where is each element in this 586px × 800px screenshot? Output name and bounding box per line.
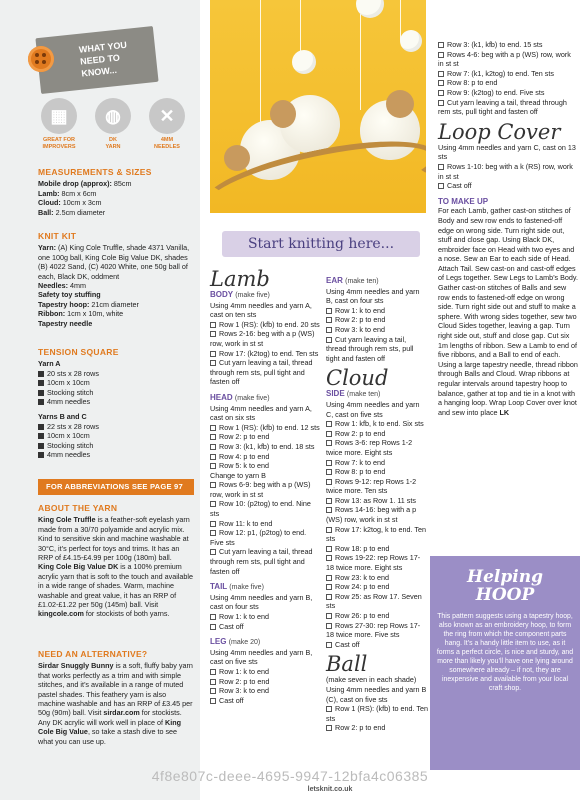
kingcole-link: kingcole.com bbox=[38, 609, 84, 619]
about-yarn-heading: ABOUT THE YARN bbox=[38, 503, 118, 513]
checkbox[interactable] bbox=[326, 594, 332, 600]
checkbox[interactable] bbox=[210, 360, 216, 366]
yarn-ball-icon: ◍ bbox=[95, 98, 131, 134]
checkbox[interactable] bbox=[326, 431, 332, 437]
checkbox[interactable] bbox=[210, 530, 216, 536]
what-you-need-badge bbox=[38, 32, 156, 88]
checkbox[interactable] bbox=[438, 42, 444, 48]
checkbox[interactable] bbox=[210, 521, 216, 527]
checkbox[interactable] bbox=[326, 725, 332, 731]
checkbox[interactable] bbox=[210, 624, 216, 630]
measurements-heading: MEASUREMENTS & SIZES bbox=[38, 167, 152, 177]
skill-icons bbox=[38, 98, 188, 158]
checkbox[interactable] bbox=[326, 706, 332, 712]
alternative-section: NEED AN ALTERNATIVE? Sirdar Snuggly Bunny is a soft, fluffy baby yarn that works perfectly as a trim and with simple stitches, and it’s available in a range of muted pastel shades. This feathery yarn is also machine washable and has an RRP of £3.45 per 50g (90m) ball. Visit sirdar.com for stockists. Any DK acrylic will work well in place of King Cole Big Value, so take a stash dive to see what you can use up. bbox=[38, 649, 193, 746]
cloud-title: Cloud bbox=[326, 366, 389, 391]
ear-cloud-column: EAR (make ten) Using 4mm needles and yarn B, cast on four sts Row 1: k to end Row 2: p to end Row 3: k to end Cut yarn leaving a tail, thread through rem sts, pull tight and fasten off Cloud SIDE (make ten) Using 4mm needles and yarn C, cast on five sts Row 1: kfb, k to end. Six sts Row 2: p to end Rows 3-6: rep Rows 1-2 twice more. Eight sts Row 7: k to end Row 8: p to end Rows 9-12: rep Rows 1-2 twice more. Ten sts Row 13: as Row 1. 11 sts Rows 14-16: beg with a p (WS) row, work in st st Row 17: k2tog, k to end. Ten sts Row 18: p to end Rows 19-22: rep Rows 17-18 twice more. Eight sts Row 23: k to end Row 24: p to end Row 25: as Row 17. Seven sts Row 26: p to end Rows 27-30: rep Rows 17-18 twice more. Five sts Cast off Ball (make seven in each shade) Using 4mm needles and yarn B (C), cast on five sts Row 1 (RS): (kfb) to end. Ten sts Row 2: p to end bbox=[326, 276, 428, 733]
lamb-mobile-photo bbox=[210, 0, 426, 213]
checkbox[interactable] bbox=[326, 575, 332, 581]
checkbox[interactable] bbox=[326, 555, 332, 561]
checkbox[interactable] bbox=[326, 498, 332, 504]
checkbox[interactable] bbox=[210, 614, 216, 620]
checkbox[interactable] bbox=[438, 100, 444, 106]
measurements-section: MEASUREMENTS & SIZES Mobile drop (approx): 85cm Lamb: 8cm x 6cm Cloud: 10cm x 3cm Ball: 2.5cm diameter bbox=[38, 168, 194, 217]
checkbox[interactable] bbox=[326, 337, 332, 343]
checkbox[interactable] bbox=[210, 444, 216, 450]
checkbox[interactable] bbox=[210, 669, 216, 675]
yarn-icon-group: ◍ DK YARN bbox=[92, 98, 134, 151]
checkbox[interactable] bbox=[326, 613, 332, 619]
tension-heading: TENSION SQUARE bbox=[38, 347, 119, 357]
checkbox[interactable] bbox=[210, 322, 216, 328]
badge-text: WHAT YOU NEED TO KNOW... bbox=[78, 39, 128, 79]
checkbox[interactable] bbox=[438, 52, 444, 58]
checkbox[interactable] bbox=[210, 425, 216, 431]
checkbox[interactable] bbox=[326, 317, 332, 323]
checkbox[interactable] bbox=[438, 80, 444, 86]
checkbox[interactable] bbox=[438, 164, 444, 170]
helping-hoop-box: Helping HOOP This pattern suggests using a tapestry hoop, also known as an embroidery hoop, to form the ring from which the component parts hang. It’s a handy little item to use, as it forms a perfect circle, is nice and sturdy, and more than likely you’ll have one lying around somewhere already – if not, they are inexpensive and available from your local craft shop. bbox=[430, 556, 580, 770]
lamb-column: Lamb BODY (make five) Using 4mm needles and yarn A, cast on ten sts Row 1 (RS): (kfb) to end. 20 sts Rows 2-16: beg with a p (WS) row, work in st st Row 17: (k2tog) to end. Ten sts Cut yarn leaving a tail, thread through rem sts, pull tight and fasten off HEAD (make five) Using 4mm needles and yarn A, cast on six sts Row 1 (RS): (kfb) to end. 12 sts Row 2: p to end Row 3: (k1, kfb) to end. 18 sts Row 4: p to end Row 5: k to end Change to yarn B Rows 6-9: beg with a p (WS) row, work in st st Row 10: (p2tog) to end. Nine sts Row 11: k to end Row 12: p1, (p2tog) to end. Five sts Cut yarn leaving a tail, thread through rem sts, pull tight and fasten off TAIL (make five) Using 4mm needles and yarn B, cast on four sts Row 1: k to end Cast off LEG (make 20) Using 4mm needles and yarn B, cast on five sts Row 1: k to end Row 2: p to end Row 3: k to end Cast off bbox=[210, 267, 320, 705]
checkbox[interactable] bbox=[326, 527, 332, 533]
checkbox[interactable] bbox=[210, 688, 216, 694]
checkbox[interactable] bbox=[438, 183, 444, 189]
tension-section: TENSION SQUARE Yarn A 20 sts x 28 rows 10cm x 10cm Stocking stitch 4mm needles Yarns B and C 22 sts x 28 rows 10cm x 10cm Stocking stitch 4mm needles bbox=[38, 348, 194, 459]
start-knitting-banner: Start knitting here... bbox=[222, 228, 420, 260]
checkbox[interactable] bbox=[326, 546, 332, 552]
checkbox[interactable] bbox=[210, 463, 216, 469]
checkbox[interactable] bbox=[326, 584, 332, 590]
info-sidebar bbox=[0, 0, 200, 800]
about-yarn-section: ABOUT THE YARN King Cole Truffle is a feather-soft eyelash yarn made from a 30/70 polyamide and acrylic mix. Kind to sensitive skin and machine washable at 30°C, it’s perfect for toys and trims. It has an RRP of £4.15-£4.99 per 100g (180m) ball. King Cole Big Value DK is a 100% premium acrylic yarn that is soft to the touch and available in a wide range of shades. Warm, machine washable and great value, it has an RRP of £1.02-£1.22 per 50g (145m) ball. Visit kingcole.com for stockists of both yarns. bbox=[38, 503, 194, 619]
checkbox[interactable] bbox=[210, 679, 216, 685]
checkbox[interactable] bbox=[326, 421, 332, 427]
checkbox[interactable] bbox=[210, 434, 216, 440]
needles-icon: ✕ bbox=[149, 98, 185, 134]
checkbox[interactable] bbox=[326, 479, 332, 485]
make-up-heading: TO MAKE UP bbox=[438, 196, 489, 206]
site-link[interactable]: letsknit.co.uk bbox=[307, 786, 353, 793]
checkbox[interactable] bbox=[326, 308, 332, 314]
checkbox[interactable] bbox=[210, 482, 216, 488]
checkbox[interactable] bbox=[326, 440, 332, 446]
needles-icon-group: ✕ 4MM NEEDLES bbox=[146, 98, 188, 151]
abbreviations-bar: FOR ABBREVIATIONS SEE PAGE 97 bbox=[38, 479, 194, 495]
checkbox[interactable] bbox=[210, 454, 216, 460]
checkbox[interactable] bbox=[326, 460, 332, 466]
lamb-title: Lamb bbox=[210, 267, 270, 291]
ball-title: Ball bbox=[326, 652, 368, 677]
checkbox[interactable] bbox=[210, 351, 216, 357]
loop-cover-title: Loop Cover bbox=[438, 119, 561, 144]
checkbox[interactable] bbox=[438, 90, 444, 96]
checkbox[interactable] bbox=[326, 623, 332, 629]
checkbox[interactable] bbox=[438, 71, 444, 77]
checkbox[interactable] bbox=[210, 501, 216, 507]
knit-kit-heading: KNIT KIT bbox=[38, 231, 77, 241]
checkbox[interactable] bbox=[326, 507, 332, 513]
checkbox[interactable] bbox=[326, 327, 332, 333]
right-column: Row 3: (k1, kfb) to end. 15 sts Rows 4-6: beg with a p (WS) row, work in st st Row 7: (k1, k2tog) to end. Ten sts Row 8: p to end Row 9: (k2tog) to end. Five sts Cut yarn leaving a tail, thread through rem sts, pull tight and fasten off Loop Cover Using 4mm needles and yarn C, cast on 13 sts Rows 1-10: beg with a k (RS) row, work in st st Cast off TO MAKE UP For each Lamb, gather cast-on stitches of Body and sew row ends to fastened-off edge on wrong side. Turn right side out, stuff and close gap. Using Black DK, embroider face on Head with two eyes and a nose. Sew an Ear to each side of Head. Attach Tail. Sew cast-on and cast-off edges of Legs together. Sew Legs to Lamb’s Body. Gather cast-on stitches of Balls and sew row ends to fastened-off edge on wrong side. Turn right side out and stuff to make a sphere. With wrong sides together, sew two Cloud Sides together, leaving a gap. Turn right side out, stuff and close gap. Cut six 1m lengths of ribbon. Sew a Lamb to end of five ribbons, and a Ball to end of each. Using a large tapestry needle, thread ribbon through Balls and Cloud. Wrap ribbons at regular intervals around tapestry hoop to balance, gather at top and tie in a knot with a hanging loop. Wrap Loop Cover over knot and sew into place LK bbox=[438, 40, 578, 417]
sirdar-link: sirdar.com bbox=[103, 708, 140, 718]
checkbox[interactable] bbox=[326, 469, 332, 475]
checkbox[interactable] bbox=[210, 331, 216, 337]
knit-kit-section: KNIT KIT Yarn: (A) King Cole Truffle, shade 4371 Vanilla, one 100g ball, King Cole Big Value DK, shades (B) 4022 Sand, (C) 4020 White, one 50g ball of each, Black DK, oddment Needles: 4mm Safety toy stuffing Tapestry hoop: 21cm diameter Ribbon: 1cm x 10m, white Tapestry needle bbox=[38, 232, 194, 328]
checkbox[interactable] bbox=[326, 642, 332, 648]
checkbox[interactable] bbox=[210, 698, 216, 704]
checkbox[interactable] bbox=[210, 549, 216, 555]
alternative-heading: NEED AN ALTERNATIVE? bbox=[38, 649, 148, 659]
button-icon bbox=[28, 46, 54, 72]
document-id: 4f8e807c-deee-4695-9947-12bfa4c06385 bbox=[151, 768, 429, 784]
improvers-icon-group: ▦ GREAT FOR IMPROVERS bbox=[38, 98, 80, 151]
knit-swatch-icon: ▦ bbox=[41, 98, 77, 134]
